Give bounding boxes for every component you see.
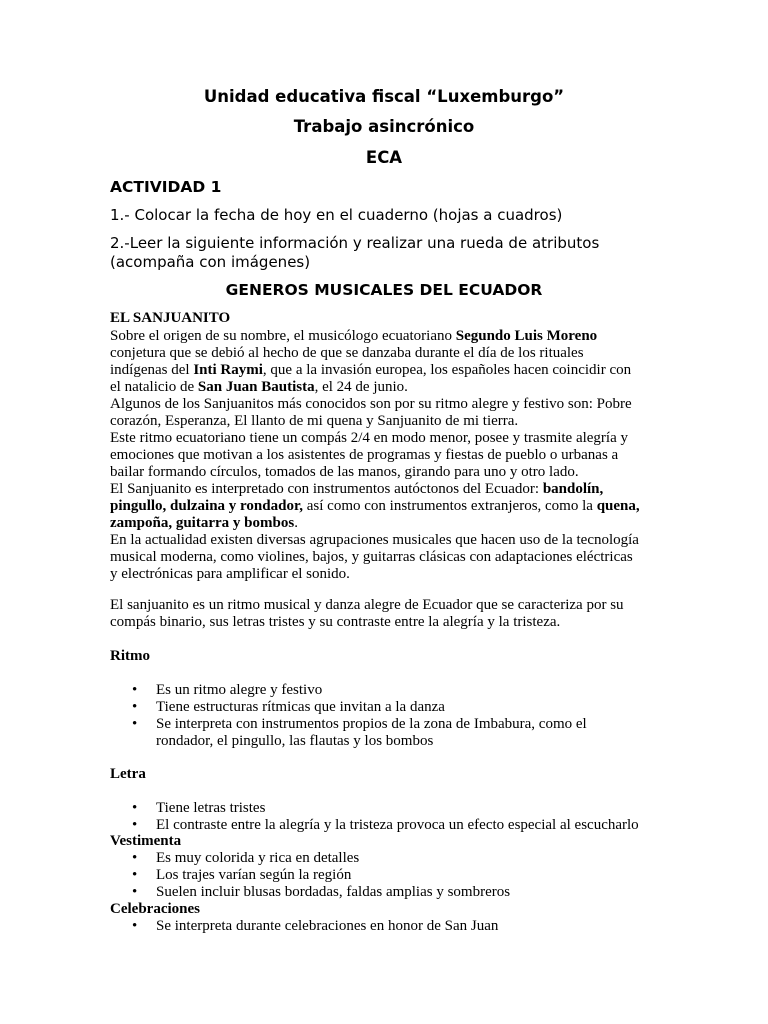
p4-line-2: pingullo, dulzaina y rondador, así como con instrumentos extranjeros, como la quena, — [110, 498, 640, 514]
work-title: Trabajo asincrónico — [293, 117, 475, 136]
vestimenta-list — [110, 850, 510, 901]
p4-line-3: zampoña, guitarra y bombos. — [110, 515, 298, 531]
bullet-icon: • — [132, 682, 138, 698]
list-item: • Los trajes varían según la región — [132, 867, 352, 883]
letra-list — [110, 800, 639, 834]
p1-line-4: el natalicio de San Juan Bautista, el 24 de junio. — [110, 379, 408, 395]
p4-line-1: El Sanjuanito es interpretado con instrumentos autóctonos del Ecuador: bandolín, — [110, 481, 604, 497]
activity-title: ACTIVIDAD 1 — [110, 178, 222, 196]
letra-title: Letra — [110, 766, 146, 782]
list-item: • Tiene letras tristes — [132, 800, 266, 816]
p5-line-3: y electrónicas para amplificar el sonido. — [110, 566, 350, 582]
list-item: • Se interpreta durante celebraciones en honor de San Juan — [132, 918, 499, 934]
p6-line-2: compás binario, sus letras tristes y su contraste entre la alegría y la tristeza. — [110, 614, 561, 630]
p2-line-1: Algunos de los Sanjuanitos más conocidos son por su ritmo alegre y festivo son: Pobre — [110, 396, 632, 412]
list-item: • Es un ritmo alegre y festivo — [132, 682, 323, 698]
ritmo-title: Ritmo — [110, 648, 150, 664]
p6-line-1: El sanjuanito es un ritmo musical y danza alegre de Ecuador que se caracteriza por su — [110, 597, 624, 613]
p1-line-2: conjetura que se debió al hecho de que se danzaba durante el día de los rituales — [110, 345, 584, 361]
bullet-icon: • — [132, 884, 138, 900]
p5-line-2: musical moderna, como violines, bajos, y guitarras clásicas con adaptaciones eléctricas — [110, 549, 633, 565]
p2-line-2: corazón, Esperanza, El llanto de mi quena y Sanjuanito de mi tierra. — [110, 413, 519, 429]
list-item: • Es muy colorida y rica en detalles — [132, 850, 360, 866]
activity-step-1: 1.- Colocar la fecha de hoy en el cuaderno (hojas a cuadros) — [110, 206, 563, 224]
p3-line-3: bailar formando círculos, tomados de las manos, girando para uno y otro lado. — [110, 464, 579, 480]
subject-title: ECA — [365, 148, 403, 167]
section-title: GENEROS MUSICALES DEL ECUADOR — [225, 281, 543, 299]
activity-step-2-line-1: 2.-Leer la siguiente información y realizar una rueda de atributos — [110, 234, 600, 252]
list-item: • Tiene estructuras rítmicas que invitan a la danza — [132, 699, 445, 715]
p3-line-2: emociones que motivan a los asistentes de programas y fiestas de pueblo o urbanas a — [110, 447, 619, 463]
p1-line-3: indígenas del Inti Raymi, que a la invasión europea, los españoles hacen coincidir con — [110, 362, 632, 378]
activity-step-2-line-2: (acompaña con imágenes) — [110, 253, 311, 271]
vestimenta-title: Vestimenta — [110, 833, 182, 849]
p5-line-1: En la actualidad existen diversas agrupaciones musicales que hacen uso de la tecnología — [110, 532, 639, 548]
celebraciones-list — [110, 918, 498, 935]
p1-line-1: Sobre el origen de su nombre, el musicólogo ecuatoriano Segundo Luis Moreno — [110, 328, 598, 344]
bullet-icon: • — [132, 817, 138, 833]
list-item: • Se interpreta con instrumentos propios de la zona de Imbabura, como el rondador, el pingullo, las flautas y los bombos — [132, 716, 587, 749]
school-title: Unidad educativa fiscal “Luxemburgo” — [203, 87, 565, 106]
bullet-icon: • — [132, 918, 138, 934]
p3-line-1: Este ritmo ecuatoriano tiene un compás 2/4 en modo menor, posee y trasmite alegría y — [110, 430, 628, 446]
sanjuanito-title: EL SANJUANITO — [110, 310, 231, 326]
bullet-icon: • — [132, 699, 138, 715]
bullet-icon: • — [132, 800, 138, 816]
sanjuanito-body — [110, 328, 660, 583]
bullet-icon: • — [132, 850, 138, 866]
list-item: • Suelen incluir blusas bordadas, faldas amplias y sombreros — [132, 884, 511, 900]
ritmo-list — [110, 682, 587, 750]
list-item: • El contraste entre la alegría y la tristeza provoca un efecto especial al escucharlo — [132, 817, 639, 833]
bullet-icon: • — [132, 867, 138, 883]
celebraciones-title: Celebraciones — [110, 901, 200, 917]
sanjuanito-summary — [110, 597, 660, 631]
bullet-icon: • — [132, 716, 138, 732]
